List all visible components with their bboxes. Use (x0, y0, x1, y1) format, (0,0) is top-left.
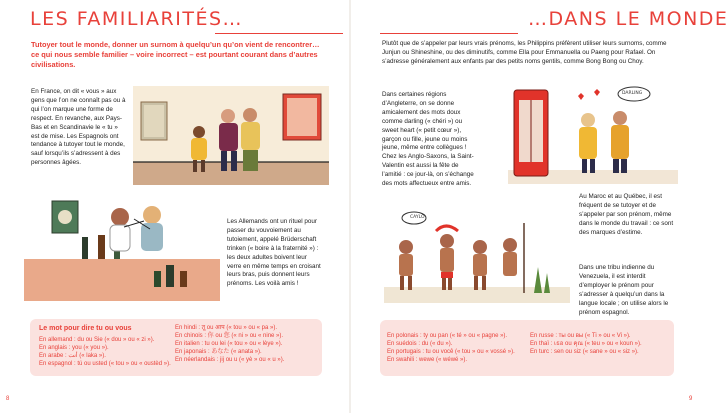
translation-line: En swahili : wewe (« wéwé »). (387, 357, 468, 363)
translation-line: En japonais : あなた (« anata »). (175, 349, 262, 355)
right-page-title: …DANS LE MONDE (528, 8, 728, 30)
translation-line: En thaï : เธอ ou คุณ (« teu » ou « koun »). (530, 341, 642, 347)
translation-line: En néerlandais : jij ou u (« yè » ou « u »). (175, 357, 285, 363)
phone-box-illustration (508, 84, 678, 184)
left-paragraph-france: En France, on dit « vous » aux gens que l’on ne connaît pas ou à qui l’on marque une forme de respect. En revanche, aux Pays-Bas et en Scandinavie le « tu » est de mise. Les Espagnols ont tendance à tutoyer tout le monde, sauf lorsqu’ils s’adressent à des personnes âgées. (31, 88, 126, 167)
left-page-title: LES FAMILIARITÉS… (30, 8, 244, 30)
speech-bubble-darling: DARLING (622, 91, 643, 96)
translation-line: En chinois : 你 ou 您 (« ni » ou « nine »). (175, 333, 284, 339)
word-box-title: Le mot pour dire tu ou vous (39, 325, 132, 332)
translation-line: En russe : ты ou вы (« Ti » ou « Vi »). (530, 333, 631, 339)
page-number-right: 9 (689, 396, 693, 402)
title-rule (380, 33, 518, 34)
translation-line: En arabe : أنت (« laka »). (39, 353, 106, 359)
right-paragraph-philippines: Plutôt que de s’appeler par leurs vrais prénoms, les Philippins préfèrent utiliser leurs surnoms, comme Junjun ou Shineshine, ou des diminutifs, comme Ella pour Emmanuella ou Paeng pour Rafael. On s’adresse généralement aux enfants par des petits noms gentils, comme Bong Bong ou Choy. (382, 40, 667, 65)
translation-line: En italien : tu ou lei (« tou » ou « lèye »). (175, 341, 283, 347)
right-paragraph-england: Dans certaines régions d’Angleterre, on se donne amicalement des mots doux comme darling (« chéri ») ou sweet heart (« petit cœur »), garçon ou fille, jeune ou moins jeune, même entre collègues ! Chez les Anglo-Saxons, la Saint-Valentin est aussi la fête de l’amitié : ce jour-là, on s’échange des mots affectueux entre amis. (382, 91, 474, 188)
left-page (0, 0, 350, 413)
toast-illustration (24, 197, 220, 301)
translation-line: En espagnol : tú ou usted (« tou » ou « oustèd »). (39, 361, 171, 367)
left-paragraph-germany: Les Allemands ont un rituel pour passer du vouvoiement au tutoiement, appelé Brüderschaft trinken (« boire à la fraternité ») : les deux adultes boivent leur verre en même temps en croisant leurs bras, puis donnent leurs prénoms. Les voilà amis ! (227, 218, 321, 288)
right-paragraph-morocco: Au Maroc et au Québec, il est fréquent de se tutoyer et de s’appeler par son prénom, même dans le monde du travail : ce sont des marques d’estime. (579, 193, 674, 236)
translation-line: En allemand : du ou Sie (« dou » ou « zi »). (39, 337, 155, 343)
title-rule (215, 33, 343, 34)
speech-bubble-caylo: CAYLO (410, 215, 425, 220)
translation-line: En turc : sen ou siz (« sane » ou « siz »). (530, 349, 639, 355)
right-paragraph-venezuela: Dans une tribu indienne du Venezuela, il est interdit d’employer le prénom pour s’adresser à quelqu’un dans la langue locale ; on utilise alors le prénom espagnol. (579, 264, 669, 316)
left-intro: Tutoyer tout le monde, donner un surnom à quelqu’un qu’on vient de rencontrer… ce qui nous semble familier – voire incorrect – est pourtant courant dans d’autres civilisations. (31, 40, 320, 69)
translation-line: En hindi : तू ou आप (« tou » ou « pa »). (175, 325, 278, 331)
right-page (350, 0, 728, 413)
translation-line: En portugais : tu ou você (« tou » ou « vossé »). (387, 349, 515, 355)
translation-line: En suédois : du (« du »). (387, 341, 453, 347)
translation-line: En anglais : you (« you »). (39, 345, 109, 351)
greeting-illustration (133, 86, 329, 185)
page-number-left: 8 (6, 396, 10, 402)
translation-line: En polonais : ty ou pan (« té » ou « pagne »). (387, 333, 508, 339)
